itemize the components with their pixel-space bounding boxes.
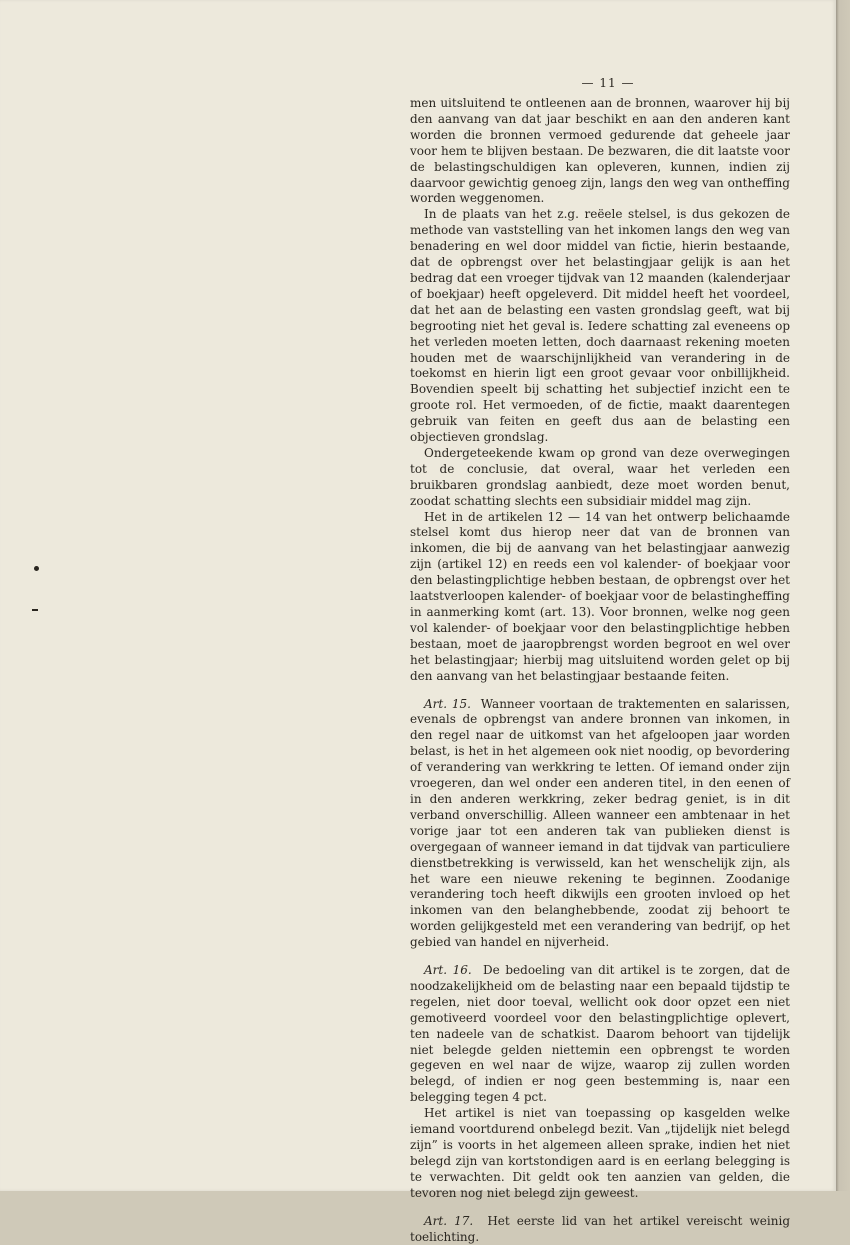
page-edge	[836, 0, 850, 1191]
article-text: De bedoeling van dit artikel is te zorgen, dat de noodzakelijkheid om de belasting naar een bepaald tijdstip te regelen, niet door toeval, wellicht ook door opzet een niet gemotiveerd voordeel voor den belastingplichtige oplevert, ten nadeele van de schatkist. Daarom behoort van tijdelijk niet belegde gelden niettemin een opbrengst te worden gegeven en wel naar de wijze, waarop zij zullen worden belegd, of indien er nog geen bestemming is, naar een belegging tegen 4 pct.	[410, 963, 790, 1105]
paragraph: In de plaats van het z.g. reëele stelsel, is dus gekozen de methode van vaststelling van het inkomen langs den weg van benadering en wel door middel van fictie, hierin bestaande, dat de opbrengst over het belastingjaar gelijk is aan het bedrag dat een vroeger tijdvak van 12 maanden (kalenderjaar of boekjaar) heeft opgeleverd. Dit middel heeft het voordeel, dat het aan de belasting een vasten grondslag geeft, wat bij begrooting niet het geval is. Iedere schatting zal eveneens op het verleden moeten letten, doch daarnaast rekening moeten houden met de waarschijnlijkheid van verandering in de toekomst en hierin ligt een groot gevaar voor onbillijkheid. Bovendien speelt bij schatting het subjectief inzicht een te groote rol. Het vermoeden, of de fictie, maakt daarentegen gebruik van feiten en geeft dus aan de belasting een objectieven grondslag.	[410, 207, 790, 445]
margin-dot-mark	[34, 566, 39, 571]
text-column	[410, 76, 790, 1245]
article-text: Wanneer voortaan de traktementen en salarissen, evenals de opbrengst van andere bronnen van inkomen, in den regel naar de uitkomst van het afgeloopen jaar worden belast, is het in het algemeen ook niet noodig, op bevordering of verandering van werkkring te letten. Of iemand onder zijn vroegeren, dan wel onder een anderen titel, in den eenen of in den anderen werkkring, zeker bedrag geniet, is in dit verband onverschillig. Alleen wanneer een ambtenaar in het vorige jaar tot een anderen tak van publieken dienst is overgegaan of wanneer iemand in dat tijdvak van particuliere dienstbetrekking is verwisseld, kan het wenschelijk zijn, als het ware een nieuwe rekening te beginnen. Zoodanige verandering toch heeft dikwijls een grooten invloed op het inkomen van den belanghebbende, zoodat zij behoort te worden gelijkgesteld met een verandering van bedrijf, op het gebied van handel en nijverheid.	[410, 696, 790, 950]
paragraph: Het artikel is niet van toepassing op kasgelden welke iemand voortdurend onbelegd bezit. Van „tijdelijk niet belegd zijn” is voorts in het algemeen alleen sprake, indien het niet belegd zijn van kortstondigen aard is en eerlang belegging is te verwachten. Dit geldt ook ten aanzien van gelden, die tevoren nog niet belegd zijn geweest.	[410, 1106, 790, 1200]
article-17	[410, 1214, 790, 1245]
article-16	[410, 963, 790, 1106]
article-label: Art. 16.	[424, 963, 472, 978]
article-label: Art. 15.	[424, 696, 471, 711]
paragraph: men uitsluitend te ontleenen aan de bronnen, waarover hij bij den aanvang van dat jaar beschikt en aan den anderen kant worden die bronnen vermoed gedurende dat geheele jaar voor hem te blijven bestaan. De bezwaren, die dit laatste voor de belastingschuldigen kan opleveren, kunnen, indien zij daarvoor gewichtig genoeg zijn, langs den weg van ontheffing worden weggenomen.	[410, 96, 790, 206]
paragraph: Ondergeteekende kwam op grond van deze overwegingen tot de conclusie, dat overal, waar het verleden een bruikbaren grondslag aanbiedt, deze moet worden benut, zoodat schatting slechts een subsidiair middel mag zijn.	[410, 445, 790, 508]
paragraph: Het in de artikelen 12 — 14 van het ontwerp belichaamde stelsel komt dus hierop neer dat van de bronnen van inkomen, die bij de aanvang van het belastingjaar aanwezig zijn (artikel 12) en reeds een vol kalender- of boekjaar voor den belastingplichtige hebben bestaan, de opbrengst over het laatstverloopen kalender- of boekjaar voor de belastingheffing in aanmerking komt (art. 13). Voor bronnen, welke nog geen vol kalender- of boekjaar voor den belastingplichtige hebben bestaan, moet de jaaropbrengst worden begroot en wel over het belastingjaar; hierbij mag uitsluitend worden gelet op bij den aanvang van het belastingjaar bestaande feiten.	[410, 509, 790, 683]
page-number: — 11 —	[581, 76, 635, 90]
margin-dash-mark	[32, 609, 38, 611]
article-text: Het eerste lid van het artikel vereischt weinig toelichting.	[410, 1213, 790, 1244]
article-label: Art. 17.	[424, 1213, 474, 1228]
article-15	[410, 697, 790, 952]
